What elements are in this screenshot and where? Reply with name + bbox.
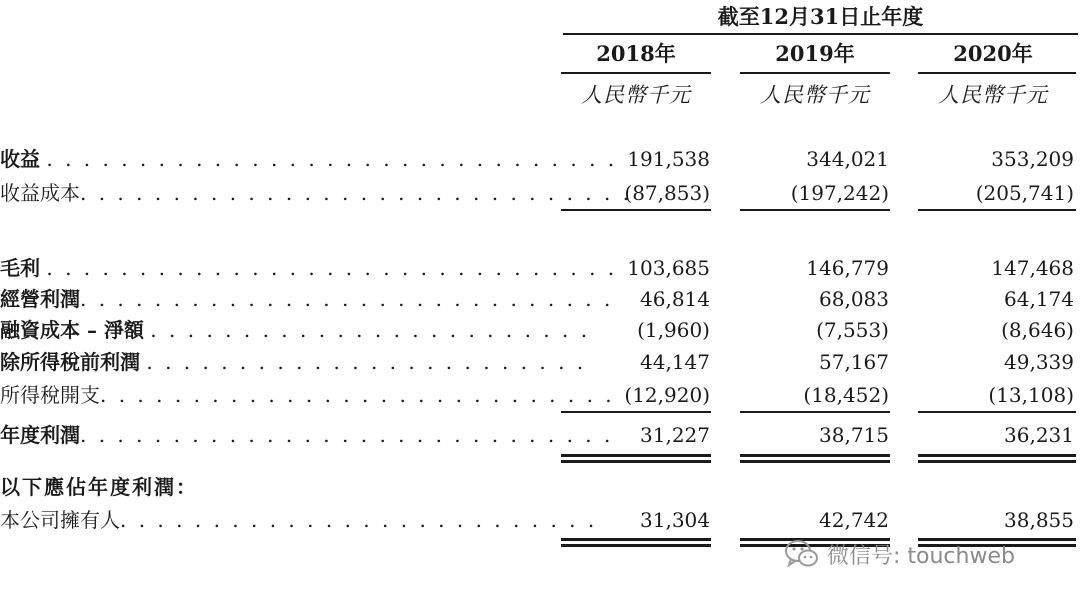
attributable-heading: 以下應佔年度利潤： xyxy=(0,475,198,499)
unit-2018: 人民幣千元 xyxy=(581,83,691,107)
subtotal-rule-2019 xyxy=(740,209,890,211)
total-double-rule-2020 xyxy=(918,460,1076,463)
value-2018: 44,147 xyxy=(640,350,710,374)
value-2018: (1,960) xyxy=(637,318,710,342)
value-2019: (7,553) xyxy=(816,318,889,342)
row-label: 收益 . . . . . . . . . . . . . . . . . . . . . . . . . . . . . . . xyxy=(0,147,618,171)
value-2020: (205,741) xyxy=(975,181,1074,205)
table-row-finance-cost xyxy=(0,315,1080,345)
table-row-revenue xyxy=(0,144,1080,174)
row-label: 融資成本 – 淨額 . . . . . . . . . . . . . . . . . . . . . . . . xyxy=(0,318,591,342)
row-label: 本公司擁有人. . . . . . . . . . . . . . . . . . . . . . . . . . xyxy=(0,508,598,532)
period-rule xyxy=(563,33,1078,35)
table-row-owners xyxy=(0,505,1080,535)
owners-double-rule-2018 xyxy=(561,544,711,547)
value-2018: 191,538 xyxy=(627,147,710,171)
value-2019: 68,083 xyxy=(819,287,889,311)
value-2019: 38,715 xyxy=(819,423,889,447)
value-2018: 31,304 xyxy=(640,508,710,532)
year-rule-2020 xyxy=(918,72,1076,74)
unit-2019: 人民幣千元 xyxy=(760,83,870,107)
wechat-icon xyxy=(785,539,819,569)
value-2020: 36,231 xyxy=(1004,423,1074,447)
value-2018: 103,685 xyxy=(627,256,710,280)
year-2018-header: 2018年 xyxy=(596,41,676,66)
table-row-income-tax xyxy=(0,380,1080,410)
value-2020: 49,339 xyxy=(1004,350,1074,374)
year-2019-header: 2019年 xyxy=(775,41,855,66)
value-2020: 64,174 xyxy=(1004,287,1074,311)
row-label: 除所得稅前利潤 . . . . . . . . . . . . . . . . . . . . . . . . xyxy=(0,350,587,374)
value-2018: 46,814 xyxy=(640,287,710,311)
subtotal-rule-2020 xyxy=(918,411,1076,413)
subtotal-rule-2018 xyxy=(561,411,711,413)
total-double-rule-2020 xyxy=(918,454,1076,457)
total-double-rule-2018 xyxy=(561,460,711,463)
total-double-rule-2019 xyxy=(740,460,890,463)
value-2019: 42,742 xyxy=(819,508,889,532)
row-label: 經營利潤. . . . . . . . . . . . . . . . . . . . . . . . . . . . . xyxy=(0,287,614,311)
value-2020: 38,855 xyxy=(1004,508,1074,532)
owners-double-rule-2018 xyxy=(561,538,711,541)
row-label: 所得稅開支. . . . . . . . . . . . . . . . . . . . . . . . . . . . xyxy=(0,383,615,407)
table-row-cost-of-revenue xyxy=(0,178,1080,208)
unit-2020: 人民幣千元 xyxy=(938,83,1048,107)
value-2020: (8,646) xyxy=(1001,318,1074,342)
value-2018: (12,920) xyxy=(624,383,710,407)
value-2019: (18,452) xyxy=(803,383,889,407)
year-rule-2018 xyxy=(561,72,711,74)
subtotal-rule-2019 xyxy=(740,411,890,413)
value-2020: (13,108) xyxy=(988,383,1074,407)
subtotal-rule-2018 xyxy=(561,209,711,211)
value-2018: 31,227 xyxy=(640,423,710,447)
value-2020: 147,468 xyxy=(991,256,1074,280)
table-row-profit-for-year xyxy=(0,420,1080,450)
total-double-rule-2018 xyxy=(561,454,711,457)
year-rule-2019 xyxy=(740,72,890,74)
period-header: 截至12月31日止年度 xyxy=(717,4,924,29)
subtotal-rule-2020 xyxy=(918,209,1076,211)
value-2020: 353,209 xyxy=(991,147,1074,171)
table-row-profit-before-tax xyxy=(0,347,1080,377)
row-label: 收益成本. . . . . . . . . . . . . . . . . . . . . . . . . . . . . . xyxy=(0,181,633,205)
total-double-rule-2019 xyxy=(740,454,890,457)
table-row-gross-profit xyxy=(0,253,1080,283)
year-2020-header: 2020年 xyxy=(953,41,1033,66)
value-2019: 344,021 xyxy=(806,147,889,171)
value-2019: 146,779 xyxy=(806,256,889,280)
value-2019: 57,167 xyxy=(819,350,889,374)
value-2018: (87,853) xyxy=(624,181,710,205)
row-label: 毛利 . . . . . . . . . . . . . . . . . . . . . . . . . . . . . . . xyxy=(0,256,618,280)
table-row-operating-profit xyxy=(0,284,1080,314)
value-2019: (197,242) xyxy=(790,181,889,205)
watermark xyxy=(785,536,1015,572)
watermark-text: 微信号: touchweb xyxy=(827,543,1015,569)
row-label: 年度利潤. . . . . . . . . . . . . . . . . . . . . . . . . . . . . xyxy=(0,423,614,447)
